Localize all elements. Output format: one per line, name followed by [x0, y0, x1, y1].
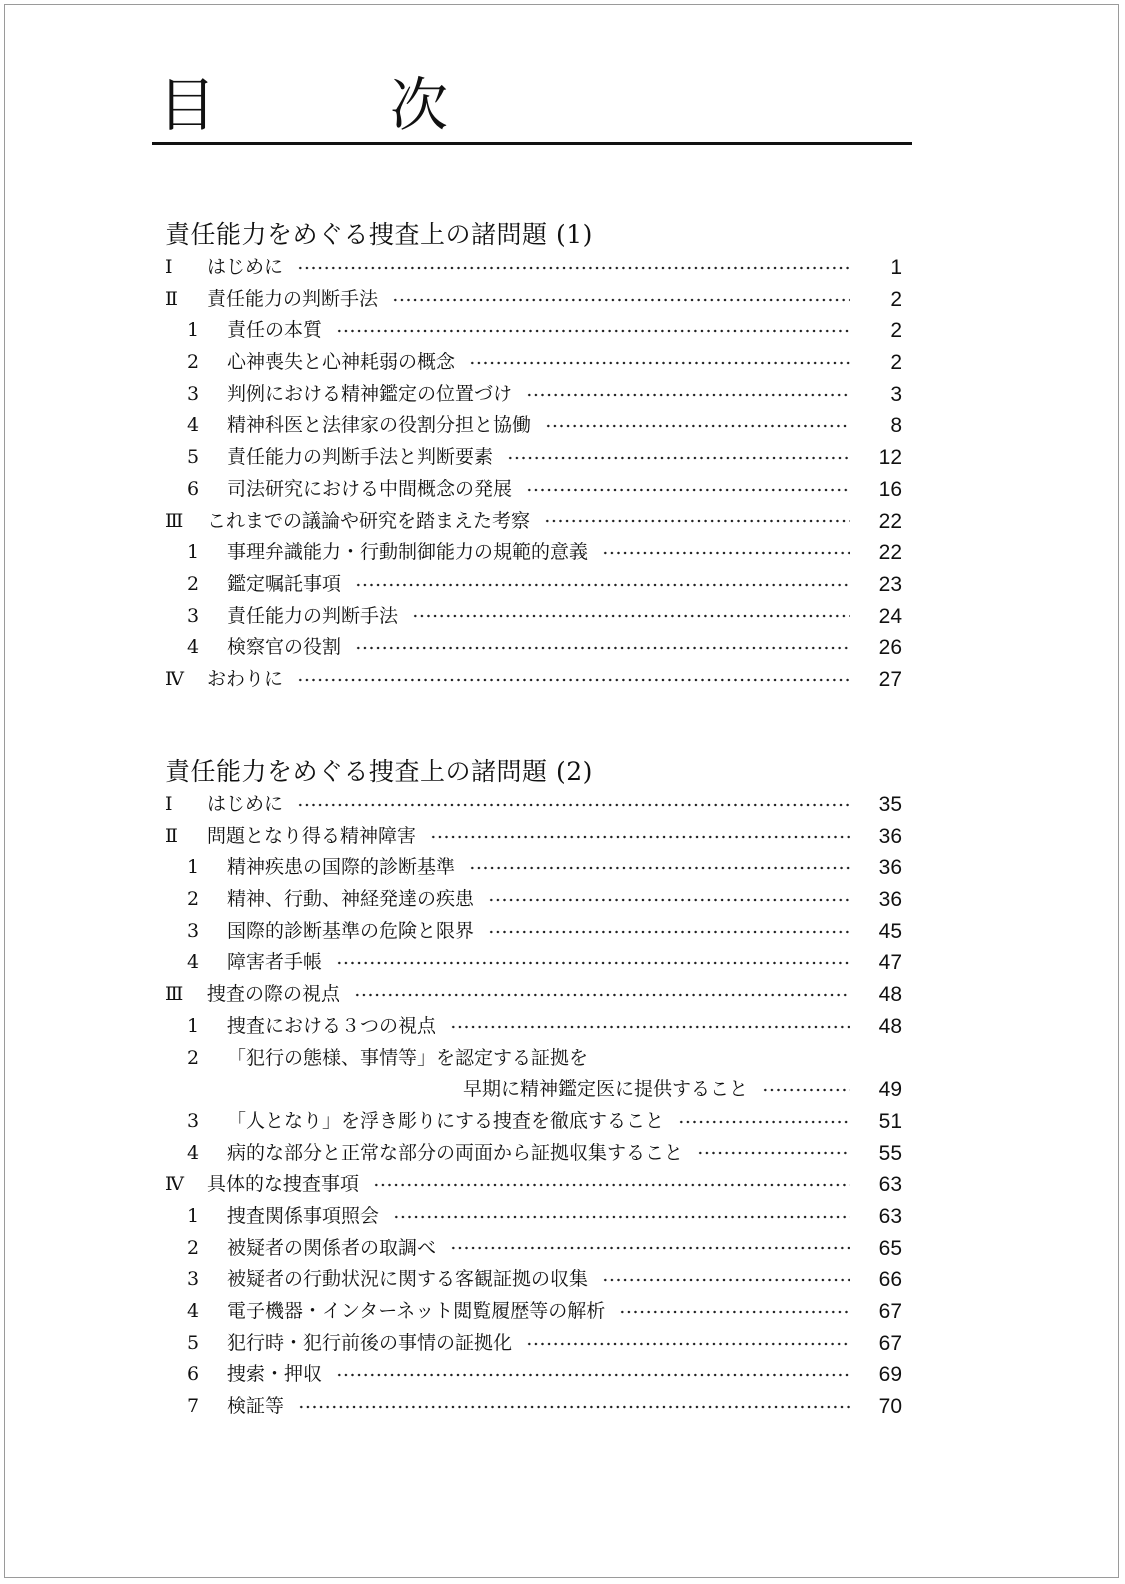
- dot-leader: [355, 583, 850, 587]
- entry-title: 責任能力の判断手法: [207, 287, 379, 310]
- entry-label-row: [227, 1233, 860, 1265]
- entry-label-row: [227, 569, 860, 601]
- section-title: 責任能力をめぐる捜査上の諸問題 (2): [165, 757, 593, 786]
- entry-page-number: 63: [878, 1204, 902, 1228]
- entry-page-number: 69: [878, 1363, 902, 1387]
- toc-entry: [165, 1296, 910, 1328]
- entry-page-number: 3: [890, 382, 902, 406]
- entry-label-row: [227, 474, 860, 506]
- dot-leader: [526, 1342, 850, 1346]
- entry-label-row: [227, 1106, 860, 1138]
- entry-title: 鑑定嘱託事項: [227, 572, 342, 595]
- entry-label-row: [227, 852, 860, 884]
- entry-page-number: 12: [878, 446, 902, 470]
- entry-title: 病的な部分と正常な部分の両面から証拠収集すること: [227, 1141, 684, 1164]
- dot-leader: [354, 993, 850, 997]
- entry-title: 責任能力の判断手法と判断要素: [227, 446, 494, 469]
- entry-label-row: [227, 1138, 860, 1170]
- entry-title: 国際的診断基準の危険と限界: [227, 919, 475, 942]
- entry-number: 4: [187, 636, 200, 659]
- entry-label-row: [207, 789, 860, 821]
- toc-entry: [165, 1011, 910, 1043]
- toc-entry: [165, 947, 910, 979]
- toc-entry: [165, 789, 910, 821]
- entry-number: 6: [187, 1363, 200, 1386]
- toc-entry: [165, 1233, 910, 1265]
- entry-number: 2: [187, 1236, 200, 1259]
- toc-entry: [165, 347, 910, 379]
- toc-entry: [165, 474, 910, 506]
- entry-title: 犯行時・犯行前後の事情の証拠化: [227, 1331, 513, 1354]
- title-underline: [152, 142, 912, 145]
- toc-entry: [165, 664, 910, 696]
- entry-number: 2: [187, 351, 200, 374]
- entry-page-number: 1: [890, 256, 902, 279]
- entry-page-number: 27: [878, 667, 902, 691]
- entry-title: 早期に精神鑑定医に提供すること: [462, 1078, 748, 1101]
- toc-section-1: [165, 218, 910, 696]
- entry-page-number: 36: [878, 888, 902, 912]
- entry-title: 心神喪失と心神耗弱の概念: [227, 351, 456, 374]
- dot-leader: [697, 1151, 850, 1155]
- toc-entry: [165, 1264, 910, 1296]
- dot-leader: [526, 488, 850, 492]
- dot-leader: [373, 1183, 850, 1187]
- toc-entry-list: [165, 252, 910, 696]
- dot-leader: [544, 519, 850, 523]
- entry-title: 精神科医と法律家の役割分担と協働: [227, 414, 532, 437]
- dot-leader: [545, 424, 850, 428]
- entry-number: 1: [187, 1204, 200, 1227]
- entry-title: 責任能力の判断手法: [227, 604, 399, 627]
- dot-leader: [488, 930, 850, 934]
- entry-number: 2: [187, 572, 200, 595]
- entry-page-number: 45: [878, 919, 902, 943]
- dot-leader: [393, 1215, 850, 1219]
- entry-label-row: [227, 601, 860, 633]
- entry-number: Ⅲ: [165, 983, 184, 1006]
- entry-number: Ⅳ: [165, 667, 184, 690]
- entry-number: 4: [187, 1141, 200, 1164]
- entry-page-number: 26: [878, 636, 902, 660]
- entry-label-row: [227, 1011, 860, 1043]
- entry-title: 事理弁識能力・行動制御能力の規範的意義: [227, 541, 589, 564]
- entry-title: 精神疾患の国際的診断基準: [227, 856, 456, 879]
- toc-section-2: [165, 755, 910, 1423]
- toc-entry: [165, 1359, 910, 1391]
- entry-label-row: [227, 947, 860, 979]
- entry-page-number: 22: [878, 509, 902, 533]
- dot-leader: [297, 678, 850, 682]
- entry-number: 1: [187, 1014, 200, 1037]
- entry-label-row: [227, 1264, 860, 1296]
- toc-entry: [165, 537, 910, 569]
- toc-entry: [165, 284, 910, 316]
- dot-leader: [297, 266, 850, 270]
- entry-title: はじめに: [207, 256, 284, 278]
- entry-title: 障害者手帳: [227, 951, 323, 974]
- entry-label-row: [227, 884, 860, 916]
- toc-entry: [165, 916, 910, 948]
- entry-page-number: 22: [878, 541, 902, 565]
- section-title: 責任能力をめぐる捜査上の諸問題 (1): [165, 220, 593, 249]
- entry-number: 5: [187, 446, 200, 469]
- entry-number: 4: [187, 951, 200, 974]
- toc-entry: [165, 442, 910, 474]
- dot-leader: [488, 898, 850, 902]
- toc-entry: [165, 979, 910, 1011]
- entry-page-number: 23: [878, 572, 902, 596]
- entry-number: 7: [187, 1395, 200, 1418]
- entry-label-row: [227, 410, 860, 442]
- entry-number: 1: [187, 319, 200, 342]
- entry-page-number: 36: [878, 824, 902, 848]
- toc-entry: [165, 601, 910, 633]
- entry-number: 2: [187, 1046, 200, 1069]
- entry-number: Ⅲ: [165, 509, 184, 532]
- entry-title: 問題となり得る精神障害: [207, 824, 417, 847]
- entry-page-number: 51: [878, 1109, 902, 1133]
- entry-label-row: [227, 379, 860, 411]
- dot-leader: [298, 1405, 850, 1409]
- entry-label-row: [207, 284, 860, 316]
- toc-entry: [165, 252, 910, 284]
- entry-title: 検証等: [227, 1395, 285, 1418]
- toc-entry: [165, 852, 910, 884]
- dot-leader: [412, 614, 850, 618]
- entry-label-row: [207, 252, 860, 284]
- toc-entry: [165, 1106, 910, 1138]
- dot-leader: [336, 1373, 850, 1377]
- entry-label-row: [227, 347, 860, 379]
- entry-title: 電子機器・インターネット閲覧履歴等の解析: [227, 1300, 606, 1322]
- dot-leader: [507, 456, 850, 460]
- entry-page-number: 2: [890, 287, 902, 311]
- entry-title: 捜査における３つの視点: [227, 1014, 437, 1037]
- toc-entry: [165, 884, 910, 916]
- toc-entry: [165, 506, 910, 538]
- entry-page-number: 67: [878, 1331, 902, 1355]
- dot-leader: [450, 1246, 850, 1250]
- entry-page-number: 55: [878, 1141, 902, 1165]
- entry-page-number: 24: [878, 604, 902, 628]
- dot-leader: [450, 1025, 850, 1029]
- toc-entry: [165, 1138, 910, 1170]
- entry-page-number: 48: [878, 1014, 902, 1038]
- entry-page-number: 2: [890, 319, 902, 343]
- entry-number: Ⅱ: [165, 824, 178, 847]
- dot-leader: [762, 1088, 850, 1092]
- entry-page-number: 47: [878, 951, 902, 975]
- dot-leader: [678, 1120, 850, 1124]
- dot-leader: [602, 551, 850, 555]
- entry-label-row: [227, 1074, 860, 1106]
- dot-leader: [336, 329, 850, 333]
- entry-page-number: 2: [890, 351, 902, 375]
- entry-label-row: [207, 664, 860, 696]
- entry-label-row: [227, 1043, 860, 1075]
- toc-entry: [165, 1043, 910, 1075]
- entry-number: 4: [187, 414, 200, 437]
- entry-number: 3: [187, 382, 200, 405]
- entry-label-row: [227, 1359, 860, 1391]
- dot-leader: [297, 803, 850, 807]
- entry-number: 3: [187, 604, 200, 627]
- entry-title: 具体的な捜査事項: [207, 1173, 360, 1196]
- toc-entry: [165, 1328, 910, 1360]
- dot-leader: [619, 1310, 850, 1314]
- entry-title: 被疑者の行動状況に関する客観証拠の収集: [227, 1268, 589, 1291]
- entry-number: 1: [187, 541, 200, 564]
- entry-title: これまでの議論や研究を踏まえた考察: [207, 509, 531, 532]
- entry-title: 司法研究における中間概念の発展: [227, 477, 513, 500]
- entry-page-number: 16: [878, 477, 902, 501]
- entry-page-number: 66: [878, 1268, 902, 1292]
- entry-number: 5: [187, 1331, 200, 1354]
- entry-page-number: 48: [878, 983, 902, 1007]
- page-title: 目 次: [158, 71, 507, 139]
- entry-label-row: [227, 1391, 860, 1423]
- toc-entry: [165, 821, 910, 853]
- toc-entry: [165, 315, 910, 347]
- entry-label-row: [207, 821, 860, 853]
- dot-leader: [392, 298, 850, 302]
- toc-entry: [165, 1074, 910, 1106]
- entry-label-row: [227, 916, 860, 948]
- entry-number: Ⅱ: [165, 287, 178, 310]
- entry-title: 判例における精神鑑定の位置づけ: [227, 382, 513, 405]
- dot-leader: [336, 961, 850, 965]
- entry-number: Ⅰ: [165, 793, 173, 815]
- entry-label-row: [227, 632, 860, 664]
- entry-number: 2: [187, 888, 200, 911]
- entry-title: 精神、行動、神経発達の疾患: [227, 888, 475, 911]
- dot-leader: [355, 646, 850, 650]
- entry-title: 捜索・押収: [227, 1363, 323, 1386]
- entry-label-row: [227, 1296, 860, 1328]
- entry-title: 「犯行の態様、事情等」を認定する証拠を: [227, 1046, 589, 1069]
- entry-page-number: 63: [878, 1173, 902, 1197]
- entry-number: 1: [187, 856, 200, 879]
- entry-title: おわりに: [207, 667, 284, 690]
- entry-number: 6: [187, 477, 200, 500]
- entry-title: 被疑者の関係者の取調べ: [227, 1236, 437, 1259]
- entry-label-row: [207, 506, 860, 538]
- entry-page-number: 67: [878, 1300, 902, 1323]
- entry-label-row: [227, 315, 860, 347]
- toc-entry: [165, 1169, 910, 1201]
- entry-page-number: 49: [878, 1078, 902, 1102]
- entry-number: 4: [187, 1300, 200, 1322]
- entry-number: 3: [187, 1109, 200, 1132]
- dot-leader: [469, 866, 850, 870]
- entry-title: 「人となり」を浮き彫りにする捜査を徹底すること: [227, 1109, 665, 1132]
- entry-title: 検察官の役割: [227, 636, 342, 659]
- entry-title: はじめに: [207, 793, 284, 815]
- entry-label-row: [227, 537, 860, 569]
- dot-leader: [526, 393, 850, 397]
- entry-page-number: 70: [878, 1395, 902, 1419]
- entry-label-row: [227, 442, 860, 474]
- dot-leader: [469, 361, 850, 365]
- entry-page-number: 36: [878, 856, 902, 880]
- entry-number: Ⅳ: [165, 1173, 184, 1196]
- entry-number: Ⅰ: [165, 256, 173, 278]
- dot-leader: [602, 1278, 850, 1282]
- toc-entry: [165, 569, 910, 601]
- entry-title: 捜査の際の視点: [207, 983, 341, 1006]
- entry-title: 責任の本質: [227, 319, 323, 342]
- toc-entry: [165, 1391, 910, 1423]
- toc-entry: [165, 379, 910, 411]
- entry-label-row: [207, 979, 860, 1011]
- entry-page-number: 35: [878, 793, 902, 816]
- entry-label-row: [227, 1201, 860, 1233]
- dot-leader: [430, 835, 850, 839]
- toc-entry: [165, 1201, 910, 1233]
- entry-page-number: 8: [890, 414, 902, 438]
- toc-entry-list: [165, 789, 910, 1423]
- entry-title: 捜査関係事項照会: [227, 1204, 380, 1227]
- toc-entry: [165, 410, 910, 442]
- entry-number: 3: [187, 919, 200, 942]
- entry-label-row: [207, 1169, 860, 1201]
- entry-label-row: [227, 1328, 860, 1360]
- toc-entry: [165, 632, 910, 664]
- entry-number: 3: [187, 1268, 200, 1291]
- entry-page-number: 65: [878, 1236, 902, 1260]
